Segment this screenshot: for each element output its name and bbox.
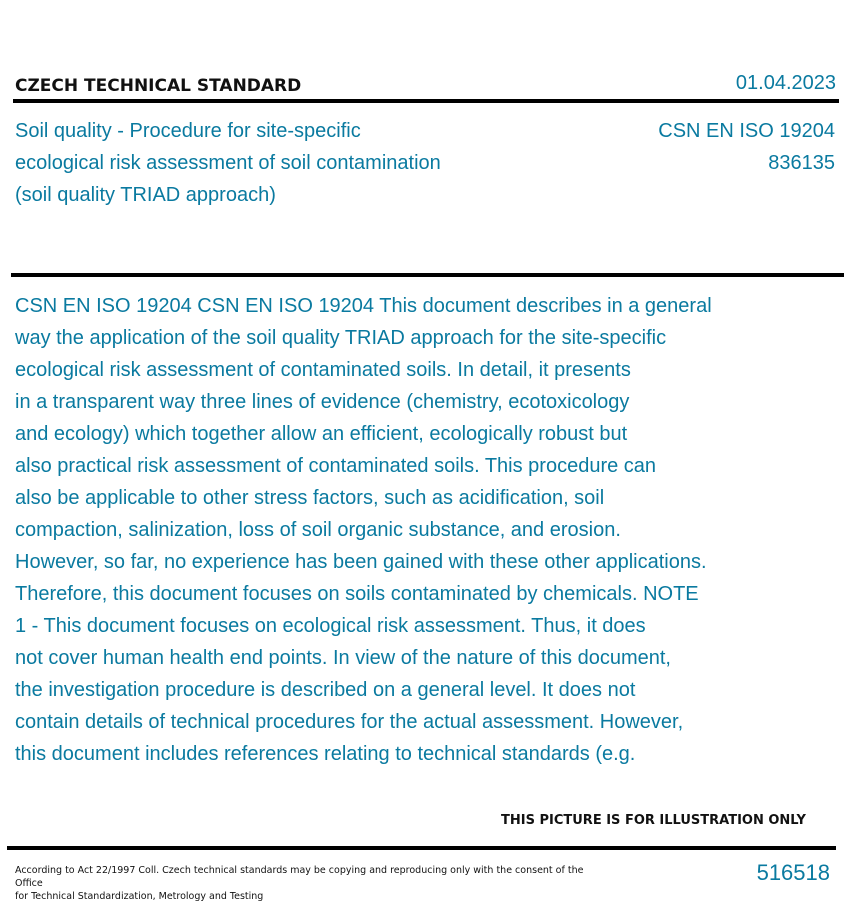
body-line: 1 - This document focuses on ecological risk assessment. Thus, it does [15,615,646,637]
title-line: (soil quality TRIAD approach) [15,184,276,206]
body-line: not cover human health end points. In view of the nature of this document, [15,647,671,669]
catalog-number: 836135 [768,152,835,174]
body-line: way the application of the soil quality TRIAD approach for the site-specific [15,327,667,349]
title-divider [11,273,844,277]
document-number: 516518 [756,860,830,885]
body-line: ecological risk assessment of contaminated soils. In detail, it presents [15,359,631,381]
body-line: also be applicable to other stress factors, such as acidification, soil [15,487,605,509]
body-line: in a transparent way three lines of evidence (chemistry, ecotoxicology [15,391,630,413]
body-line: Therefore, this document focuses on soils contaminated by chemicals. NOTE [15,583,699,605]
footer-divider [7,846,836,850]
legal-line: for Technical Standardization, Metrology and Testing [15,891,264,902]
body-line: the investigation procedure is described on a general level. It does not [15,679,636,701]
standard-designation: CSN EN ISO 19204 [658,120,835,142]
title-line: ecological risk assessment of soil contamination [15,152,441,174]
legal-notice [15,864,585,903]
standard-codes [658,115,835,179]
header-divider [13,99,839,103]
illustration-note: THIS PICTURE IS FOR ILLUSTRATION ONLY [501,813,806,828]
body-line: CSN EN ISO 19204 CSN EN ISO 19204 This document describes in a general [15,295,712,317]
body-line: and ecology) which together allow an efficient, ecologically robust but [15,423,628,445]
standard-type-heading: CZECH TECHNICAL STANDARD [15,76,302,96]
body-line: also practical risk assessment of contaminated soils. This procedure can [15,455,657,477]
body-line: this document includes references relating to technical standards (e.g. [15,743,636,765]
publication-date: 01.04.2023 [735,72,836,94]
body-line: However, so far, no experience has been gained with these other applications. [15,551,707,573]
body-line: contain details of technical procedures for the actual assessment. However, [15,711,684,733]
title-line: Soil quality - Procedure for site-specific [15,120,361,142]
legal-line: According to Act 22/1997 Coll. Czech technical standards may be copying and reproducing only with the consent of the Office [15,865,584,889]
document-title [15,115,515,211]
body-line: compaction, salinization, loss of soil organic substance, and erosion. [15,519,621,541]
abstract-text [15,290,815,770]
